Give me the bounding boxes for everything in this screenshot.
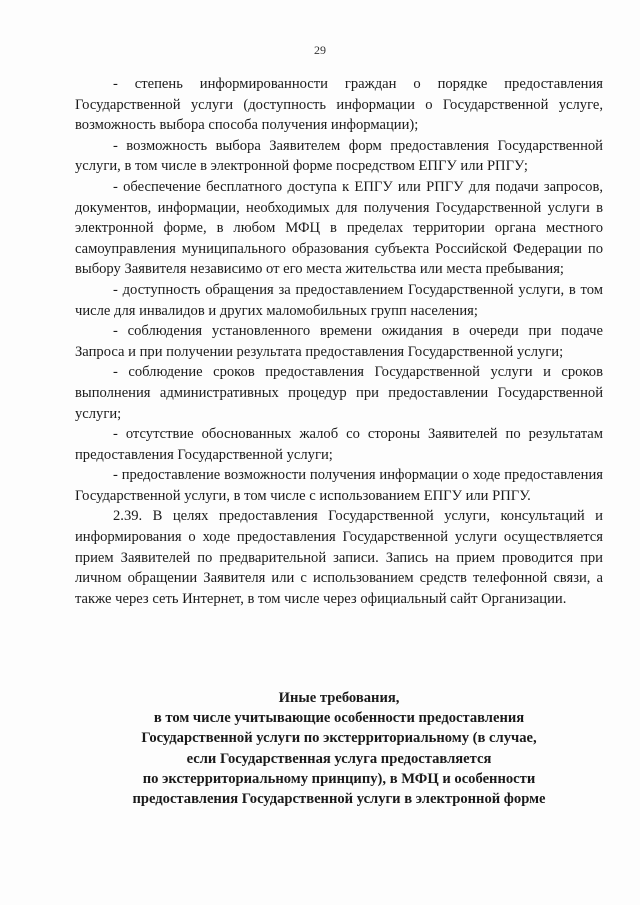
- paragraph-free-access: - обеспечение бесплатного доступа к ЕПГУ или РПГУ для подачи запросов, документов, информации, необходимых для получения Государственной услуги в электронной форме, в любом МФЦ в пределах территории органа местного самоуправления муниципального образования субъекта Российской Федерации по выбору Заявителя независимо от его места жительства или места пребывания;: [75, 178, 603, 278]
- heading-line: Иные требования,: [278, 690, 400, 706]
- page-number: 29: [314, 43, 326, 57]
- heading-line: по экстерриториальному принципу), в МФЦ и особенности: [142, 770, 536, 787]
- heading-line: в том числе учитывающие особенности предоставления: [153, 710, 525, 727]
- body-text: [75, 74, 603, 609]
- paragraph-progress-info: - предоставление возможности получения информации о ходе предоставления Государственной услуги, в том числе с использованием ЕПГУ или РПГУ.: [75, 467, 603, 504]
- paragraph-2-39: 2.39. В целях предоставления Государственной услуги, консультаций и информирования о ходе предоставления Государственной услуги осуществляется прием Заявителей по предварительной записи. Запись на прием проводится при личном обращении Заявителя или с использованием средств телефонной связи, а также через сеть Интернет, в том числе через официальный сайт Организации.: [75, 508, 603, 607]
- section-heading: [75, 688, 603, 809]
- paragraph-form-choice: - возможность выбора Заявителем форм предоставления Государственной услуги, в том числе в электронной форме посредством ЕПГУ или РПГУ;: [75, 137, 603, 175]
- heading-line: предоставления Государственной услуги в электронной форме: [132, 791, 546, 808]
- paragraph-deadlines: - соблюдение сроков предоставления Государственной услуги и сроков выполнения административных процедур при предоставлении Государственной услуги;: [75, 364, 603, 422]
- heading-line: Государственной услуги по экстерриториальному (в случае,: [141, 730, 537, 747]
- paragraph-waiting-time: - соблюдения установленного времени ожидания в очереди при подаче Запроса и при получении результата предоставления Государственной услуги;: [75, 323, 603, 360]
- paragraph-accessibility: - доступность обращения за предоставлением Государственной услуги, в том числе для инвалидов и других маломобильных групп населения;: [75, 281, 603, 319]
- paragraph-complaints: - отсутствие обоснованных жалоб со стороны Заявителей по результатам предоставления Государственной услуги;: [75, 426, 603, 463]
- paragraph-informedness: - степень информированности граждан о порядке предоставления Государственной услуги (доступность информации о Государственной услуге, возможность выбора способа получения информации);: [75, 76, 603, 134]
- heading-line: если Государственная услуга предоставляется: [186, 750, 492, 767]
